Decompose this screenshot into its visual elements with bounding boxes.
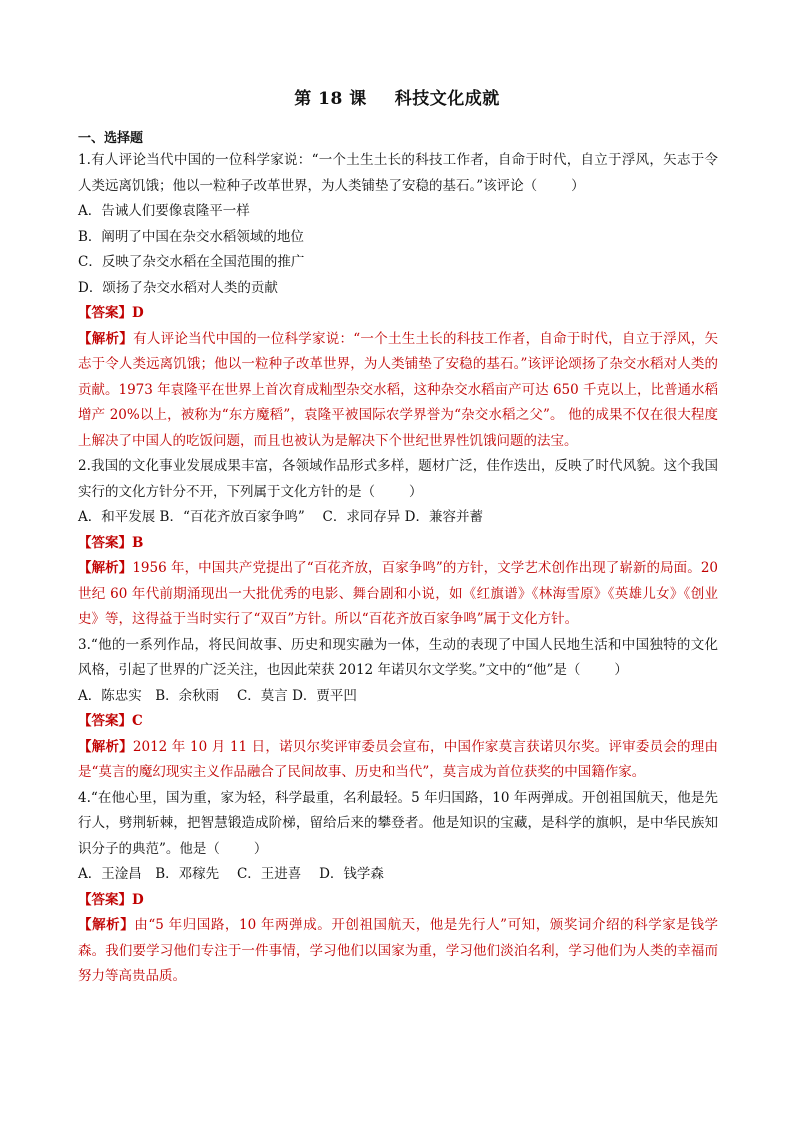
section-heading: 一、选择题 xyxy=(78,131,144,146)
question-3 xyxy=(78,633,718,786)
explanation: 【解析】2012 年 10 月 11 日，诺贝尔奖评审委员会宣布，中国作家莫言获诺贝尔奖。评审委员会的理由是“莫言的魔幻现实主义作品融合了民间故事、历史和当代”，莫言成为首位获奖的中国籍作家。 xyxy=(78,738,719,780)
answer-value: B xyxy=(132,534,144,551)
answer-value: D xyxy=(132,891,144,908)
question-stem: 2.我国的文化事业发展成果丰富，各领域作品形式多样，题材广泛，佳作迭出，反映了时代风貌。这个我国实行的文化方针分不开，下列属于文化方针的是（ ） xyxy=(78,458,718,500)
lesson-number: 第 18 课 xyxy=(294,89,367,109)
question-stem: 1.有人评论当代中国的一位科学家说：“一个土生土长的科技工作者，自命于时代，自立于浮风，矢志于令人类远离饥饿；他以一粒种子改革世界，为人类铺垫了安稳的基石。”该评论（ ） xyxy=(78,152,718,194)
answer-line: 【答案】C xyxy=(78,713,143,729)
option: A．陈忠实 B．余秋雨 C．莫言 D．贾平凹 xyxy=(78,687,357,704)
lesson-name: 科技文化成就 xyxy=(394,89,500,109)
question-4 xyxy=(78,786,718,990)
question-2 xyxy=(78,454,718,633)
option: A．告诫人们要像袁隆平一样 xyxy=(78,203,250,219)
explanation: 【解析】有人评论当代中国的一位科学家说：“一个土生土长的科技工作者，自命于时代，自立于浮风，矢志于令人类远离饥饿；他以一粒种子改革世界，为人类铺垫了安稳的基石。”该评论颂扬了杂交水稻对人类的贡献。1973 年袁隆平在世界上首次育成籼型杂交水稻，这种杂交水稻亩产可达 650 千克以上，比普通水稻增产 20%以上，被称为“东方魔稻”，袁隆平被国际农学界誉为“杂交水稻之父”。 他的成果不仅在很大程度上解决了中国人的吃饭问题，而且也被认为是解决下个世纪世界性饥饿问题的法宝。 xyxy=(78,330,719,449)
page-title xyxy=(0,84,794,109)
option: A．王淦昌 B．邓稼先 C．王进喜 D．钱学森 xyxy=(78,866,384,882)
explanation: 【解析】1956 年，中国共产党提出了“百花齐放，百家争鸣”的方针，文学艺术创作出现了崭新的局面。20 世纪 60 年代前期涌现出一大批优秀的电影、舞台剧和小说，如《红旗谱》《林海雪原》《英雄儿女》《创业史》等，这得益于当时实行了“双百”方针。所以“百花齐放百家争鸣”属于文化方针。 xyxy=(78,560,719,627)
answer-value: C xyxy=(132,713,143,729)
question-stem: 3.“他的一系列作品，将民间故事、历史和现实融为一体，生动的表现了中国人民地生活和中国独特的文化风格，引起了世界的广泛关注，也因此荣获 2012 年诺贝尔文学奖。”文中的“他”是（ ） xyxy=(78,636,718,678)
question-1 xyxy=(78,148,718,454)
answer-line: 【答案】B xyxy=(78,534,144,551)
answer-line: 【答案】D xyxy=(78,891,144,908)
question-list xyxy=(78,148,718,990)
answer-value: D xyxy=(132,305,144,321)
option: D．颂扬了杂交水稻对人类的贡献 xyxy=(78,279,278,296)
answer-line: 【答案】D xyxy=(78,305,144,321)
explanation: 【解析】由“5 年归国路，10 年两弹成。开创祖国航天，他是先行人”可知，颁奖词介绍的科学家是钱学森。我们要学习他们专注于一件事情，学习他们以国家为重，学习他们淡泊名利，学习他们为人类的幸福而努力等高贵品质。 xyxy=(78,917,719,984)
option: B．阐明了中国在杂交水稻领域的地位 xyxy=(78,228,304,245)
option: C．反映了杂交水稻在全国范围的推广 xyxy=(78,254,305,270)
option: A．和平发展 B．“百花齐放百家争鸣” C．求同存异 D．兼容并蓄 xyxy=(78,509,483,525)
question-stem: 4.“在他心里，国为重，家为轻，科学最重，名利最轻。5 年归国路，10 年两弹成。开创祖国航天，他是先行人，劈荆斩棘，把智慧锻造成阶梯，留给后来的攀登者。他是知识的宝藏，是科学的旗帜，是中华民族知识分子的典范”。他是（ ） xyxy=(78,789,718,857)
